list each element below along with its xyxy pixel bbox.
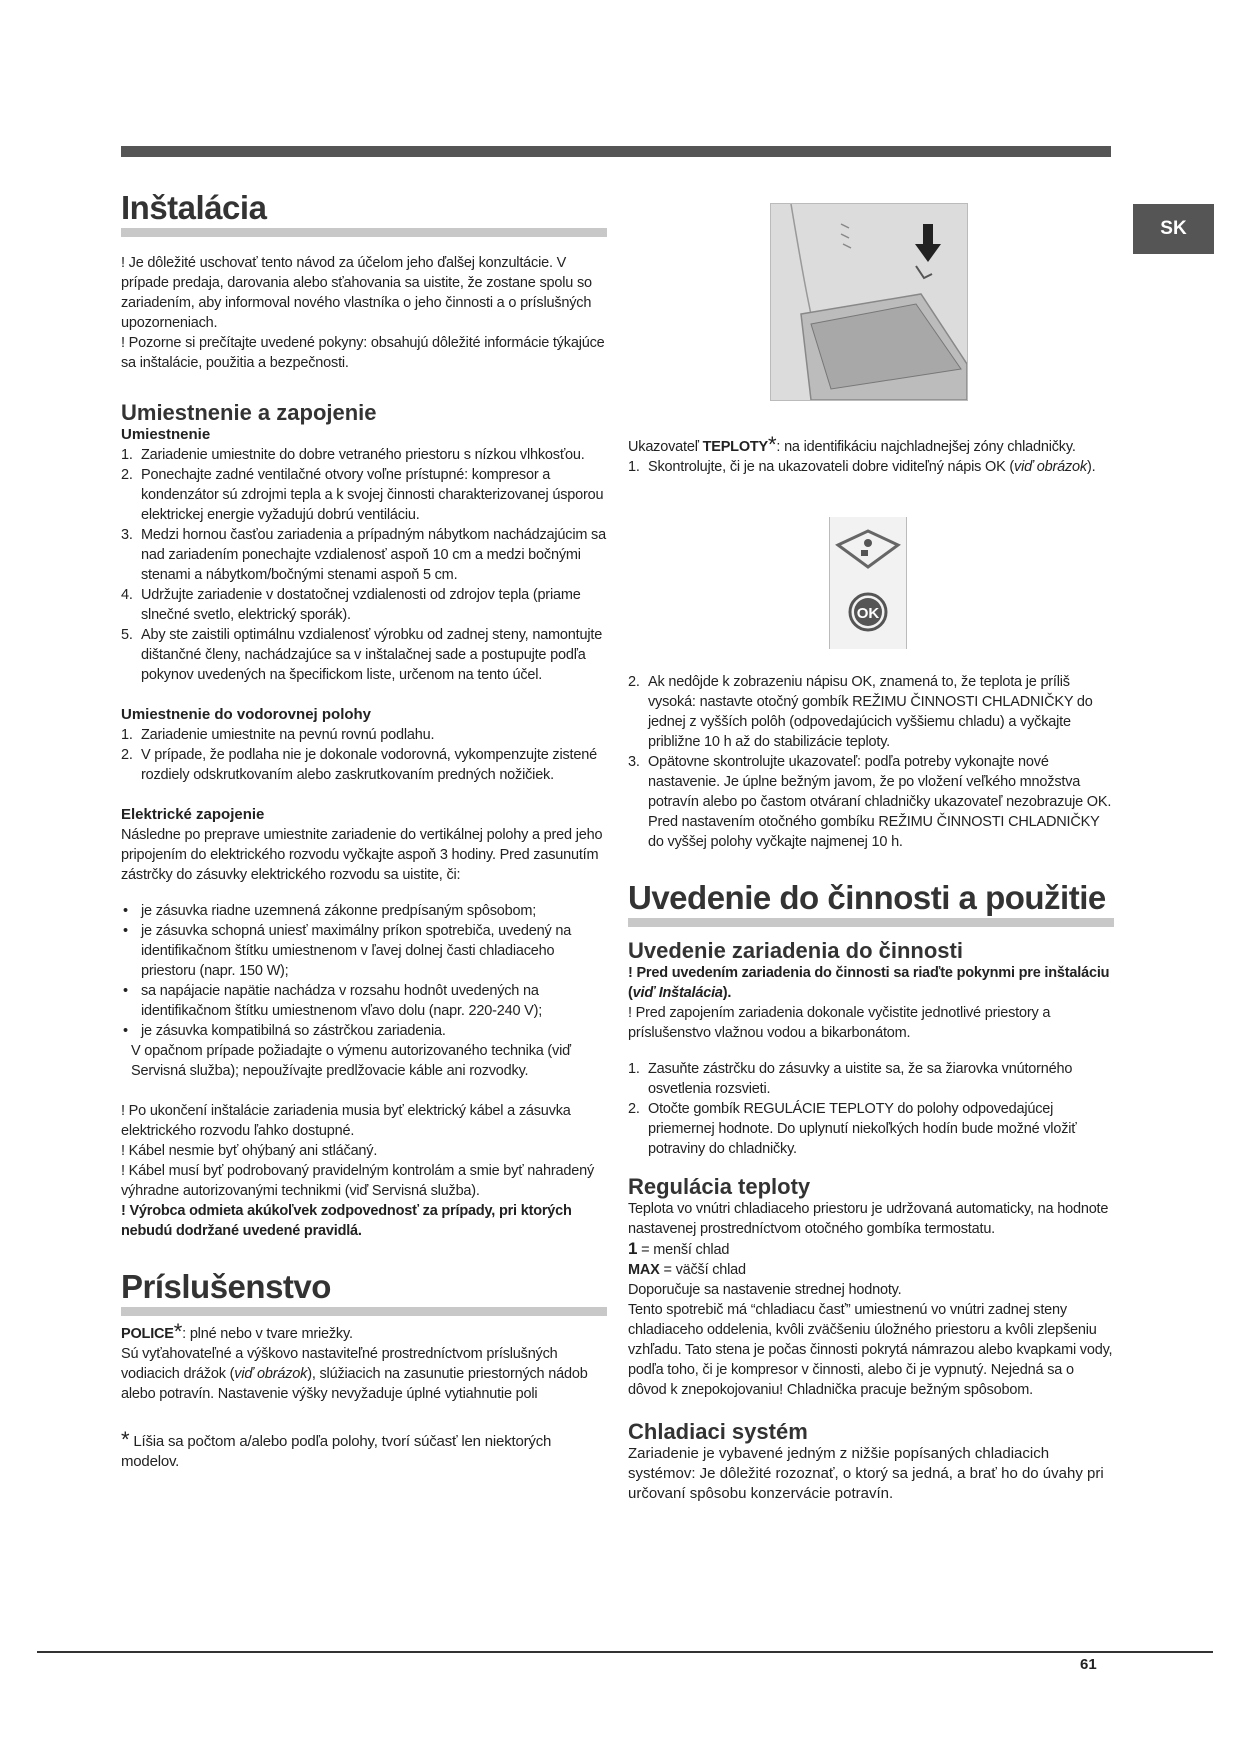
intro-paragraph-2: ! Pozorne si prečítajte uvedené pokyny: obsahujú dôležité informácie týkajúce sa inštalácie, použitia a bezpečnosti. <box>121 335 605 371</box>
disclaimer: ! Výrobca odmieta akúkoľvek zodpovednosť za prípady, pri ktorých nebudú dodržané uvedené pravidlá. <box>121 1203 572 1239</box>
cool-text: Zariadenie je vybavené jedným z nižšie popísaných chladiacich systémov: Je dôležité rozoznať, o ktorý sa jedná, a brať ho do úvahy pri určovaní spôsobu konzervácie potravín. <box>628 1445 1104 1502</box>
left-column <box>121 190 607 1472</box>
warning-2: ! Kábel nesmie byť ohýbaný ani stláčaný. <box>121 1143 378 1159</box>
usage-title: Uvedenie do činnosti a použitie <box>628 880 1114 927</box>
placement-subtitle: Umiestnenie <box>121 426 211 443</box>
temp-max: MAX = väčší chlad <box>628 1262 746 1278</box>
start-warning: ! Pred uvedením zariadenia do činnosti sa riaďte pokynmi pre inštaláciu (viď Inštalácia). <box>628 965 1110 1001</box>
ok-text: OK <box>856 605 880 622</box>
list-item: 1. Zasuňte zástrčku do zásuvky a uistite sa, že sa žiarovka vnútorného osvetlenia rozsvieti. <box>628 1061 1073 1097</box>
level-list <box>121 725 607 785</box>
accessories-title: Príslušenstvo <box>121 1269 607 1316</box>
list-item: 5. Aby ste zaistili optimálnu vzdialenosť výrobku od zadnej steny, namontujte dištančné členy, nachádzajúce sa v inštalačnej sade a postupujte podľa pokynov uvedených na špecifickom liste, určenom na tento účel. <box>121 627 603 683</box>
temp-text: Teplota vo vnútri chladiaceho priestoru je udržovaná automaticky, na hodnote nastavenej prostredníctvom otočného gombíka termostatu. <box>628 1201 1109 1237</box>
indicator-label: Ukazovateľ TEPLOTY*: na identifikáciu najchladnejšej zóny chladničky. <box>628 432 1076 457</box>
start-title: Uvedenie zariadenia do činnosti <box>628 938 963 963</box>
police-text: Sú vyťahovateľné a výškovo nastaviteľné prostredníctvom príslušných vodiacich drážok (viď obrázok), slúžiacich na zasunutie priestorných nádob alebo potravín. Nastavenie výšky nevyžaduje úplné vytiahnutie poli <box>121 1346 588 1402</box>
indicator-list-2 <box>628 672 1114 852</box>
placement-title: Umiestnenie a zapojenie <box>121 400 377 425</box>
list-item: 2. Ak nedôjde k zobrazeniu nápisu OK, znamená to, že teplota je príliš vysoká: nastavte otočný gombík REŽIMU ČINNOSTI CHLADNIČKY do jednej z vyšších polôh (odpovedajúcich vyššiemu chladu) a vyčkajte približne 10 h až do stabilizácie teploty. <box>628 674 1093 750</box>
temp-detail: Tento spotrebič má “chladiacu časť” umiestnenú vo vnútri zadnej steny chladiaceho oddelenia, kvôli zväčšeniu úložného priestoru a kvôli zlepšeniu vzhľadu. Tato stena je počas činnosti pokrytá námrazou alebo kvapkami vody, podľa toho, či je kompresor v činnosti, alebo či je vypnutý. Nejedná sa o dôvod k znepokojovaniu! Chladnička pracuje bežným spôsobom. <box>628 1302 1113 1398</box>
electric-after: V opačnom prípade požiadajte o výmenu autorizovaného technika (viď Servisná služba); nepoužívajte predlžovacie káble ani rozvodky. <box>131 1043 571 1079</box>
electric-bullets <box>121 901 607 1041</box>
list-item: • je zásuvka riadne uzemnená zákonne predpísaným spôsobom; <box>121 901 607 921</box>
shelf-illustration <box>770 203 968 401</box>
language-tab: SK <box>1133 204 1214 254</box>
cool-title: Chladiaci systém <box>628 1419 808 1444</box>
ok-indicator-drawing <box>830 517 906 649</box>
start-note: ! Pred zapojením zariadenia dokonale vyčistite jednotlivé priestory a príslušenstvo vlažnou vodou a bikarbonátom. <box>628 1005 1051 1041</box>
installation-title: Inštalácia <box>121 190 607 237</box>
page-number: 61 <box>1080 1656 1097 1673</box>
list-item: 1. Skontrolujte, či je na ukazovateli dobre viditeľný nápis OK (viď obrázok). <box>628 459 1096 475</box>
list-item: 2. Ponechajte zadné ventilačné otvory voľne prístupné: kompresor a kondenzátor sú zdrojmi tepla a k svojej činnosti charakterizovanej úsporou elektrickej energie vyžadujú dobrú ventiláciu. <box>121 467 604 523</box>
electric-paragraph: Následne po preprave umiestnite zariadenie do vertikálnej polohy a pred jeho pripojením do elektrického rozvodu vyčkajte aspoň 3 hodiny. Pred zasunutím zástrčky do zásuvky elektrického rozvodu sa uistite, či: <box>121 827 603 883</box>
electric-subtitle: Elektrické zapojenie <box>121 806 265 823</box>
start-list <box>628 1059 1114 1159</box>
list-item: • je zásuvka schopná uniesť maximálny príkon spotrebiča, uvedený na identifikačnom štítku umiestnenom v ľavej dolnej časti chladiaceho priestoru (napr. 150 W); <box>121 921 607 981</box>
warning-3: ! Kábel musí byť podrobovaný pravidelným kontrolám a smie byť nahradený výhradne autorizovanými technikmi (viď Servisná služba). <box>121 1163 595 1199</box>
list-item: 2. V prípade, že podlaha nie je dokonale vodorovná, vykompenzujte zistené rozdiely odskrutkovaním alebo zaskrutkovaním predných nožičiek. <box>121 747 597 783</box>
police-line: POLICE*: plné nebo v tvare mriežky. <box>121 1319 353 1344</box>
right-column <box>628 432 1114 477</box>
list-item: 2. Otočte gombík REGULÁCIE TEPLOTY do polohy odpovedajúcej priemernej hodnote. Do uplynutí niekoľkých hodín bude možné vložiť potraviny do chladničky. <box>628 1101 1077 1157</box>
right-column-lower <box>628 672 1114 1504</box>
temp-title: Regulácia teploty <box>628 1174 811 1199</box>
list-item: 4. Udržujte zariadenie v dostatočnej vzdialenosti od zdrojov tepla (priame slnečné svetlo, elektrický sporák). <box>121 587 581 623</box>
list-item: • je zásuvka kompatibilná so zástrčkou zariadenia. <box>121 1021 607 1041</box>
list-item: 3. Medzi hornou časťou zariadenia a prípadným nábytkom nachádzajúcim sa nad zariadením ponechajte vzdialenosť aspoň 10 cm a medzi bočnými stenami a nábytkom/bočnými stenami aspoň 5 cm. <box>121 527 606 583</box>
top-rule <box>121 146 1111 157</box>
temp-min: 1 = menší chlad <box>628 1239 730 1258</box>
intro-paragraph-1: ! Je dôležité uschovať tento návod za účelom jeho ďalšej konzultácie. V prípade predaja, darovania alebo sťahovania sa uistite, že zostane spolu so zariadením, aby informoval nového vlastníka o jeho činnosti a o príslušných upozorneniach. <box>121 255 592 331</box>
footnote: * Líšia sa počtom a/alebo podľa polohy, tvorí súčasť len niektorých modelov. <box>121 1427 552 1470</box>
ok-indicator-illustration <box>829 517 907 649</box>
list-item: 1. Zariadenie umiestnite do dobre vetraného priestoru s nízkou vlhkosťou. <box>121 447 585 463</box>
temp-recommend: Doporučuje sa nastavenie strednej hodnoty. <box>628 1282 902 1298</box>
level-subtitle: Umiestnenie do vodorovnej polohy <box>121 706 372 723</box>
footer-rule <box>37 1651 1213 1653</box>
indicator-list-1 <box>628 457 1114 477</box>
list-item: • sa napájacie napätie nachádza v rozsahu hodnôt uvedených na identifikačnom štítku umiestnenom vľavo dolu (napr. 220-240 V); <box>121 981 607 1021</box>
shelf-drawing <box>771 204 967 400</box>
list-item: 3. Opätovne skontrolujte ukazovateľ: podľa potreby vykonajte nové nastavenie. Je úplne bežným javom, že po vložení veľkého množstva potravín alebo po častom otváraní chladničky ukazovateľ nezobrazuje OK. Pred nastavením otočného gombíku REŽIMU ČINNOSTI CHLADNIČKY do vyššej polohy vyčkajte najmenej 10 h. <box>628 754 1112 850</box>
warning-1: ! Po ukončení inštalácie zariadenia musia byť elektrický kábel a zásuvka elektrického rozvodu ľahko dostupné. <box>121 1103 571 1139</box>
placement-list <box>121 445 607 685</box>
list-item: 1. Zariadenie umiestnite na pevnú rovnú podlahu. <box>121 727 435 743</box>
